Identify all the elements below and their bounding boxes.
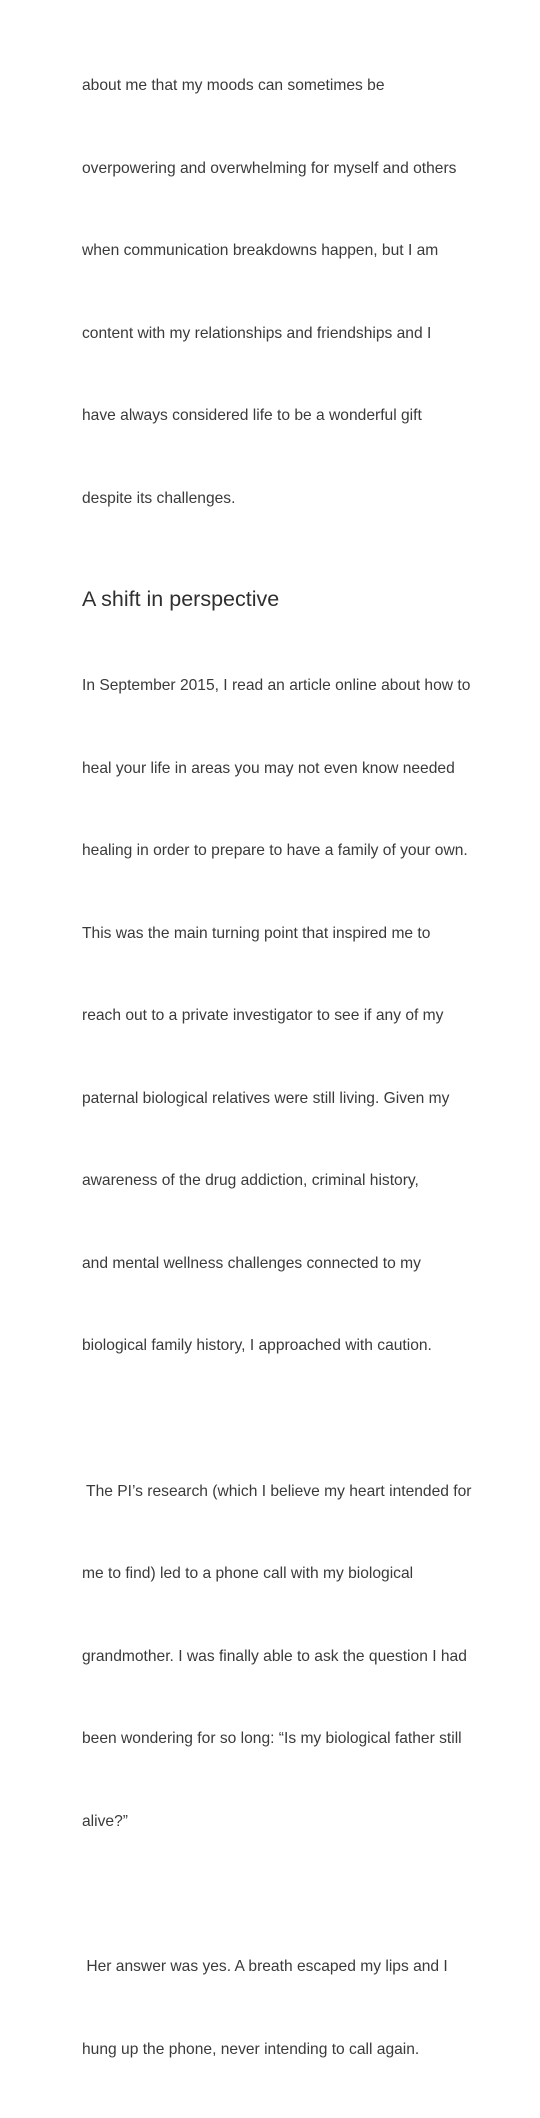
- text-line: heal your life in areas you may not even know needed: [82, 759, 455, 777]
- paragraph-answer: [82, 1898, 462, 2118]
- text-line: when communication breakdowns happen, but I am: [82, 242, 439, 259]
- text-line: biological family history, I approached with caution.: [82, 1337, 432, 1354]
- text-line: about me that my moods can sometimes be: [82, 77, 385, 94]
- text-line: In September 2015, I read an article online about how to: [82, 677, 471, 694]
- text-line: alive?”: [82, 1812, 128, 1830]
- text-line: been wondering for so long: “Is my biological father still: [82, 1730, 462, 1747]
- text-line: content with my relationships and friendships and I: [82, 324, 432, 342]
- text-line: Her answer was yes. A breath escaped my lips and I: [82, 1958, 448, 1975]
- text-line: This was the main turning point that inspired me to: [82, 924, 431, 942]
- article-body: [82, 17, 472, 2118]
- text-line: overpowering and overwhelming for myself and others: [82, 159, 457, 177]
- text-line: The PI’s research (which I believe my heart intended for: [82, 1482, 472, 1500]
- paragraph-pi-search: [82, 617, 471, 1415]
- text-line: grandmother. I was finally able to ask the question I had: [82, 1647, 467, 1665]
- text-line: awareness of the drug addiction, criminal history,: [82, 1172, 419, 1189]
- text-line: healing in order to prepare to have a family of your own.: [82, 842, 468, 859]
- text-line: hung up the phone, never intending to call again.: [82, 2040, 420, 2058]
- paragraph-phone-call: [82, 1423, 472, 1891]
- text-line: have always considered life to be a wonderful gift: [82, 407, 422, 424]
- text-line: and mental wellness challenges connected to my: [82, 1254, 421, 1272]
- section-heading: A shift in perspective: [82, 587, 280, 611]
- text-line: me to find) led to a phone call with my biological: [82, 1565, 414, 1582]
- text-line: despite its challenges.: [82, 489, 236, 507]
- text-line: paternal biological relatives were still living. Given my: [82, 1089, 450, 1107]
- text-line: reach out to a private investigator to see if any of my: [82, 1007, 444, 1024]
- intro-paragraph: [82, 17, 462, 567]
